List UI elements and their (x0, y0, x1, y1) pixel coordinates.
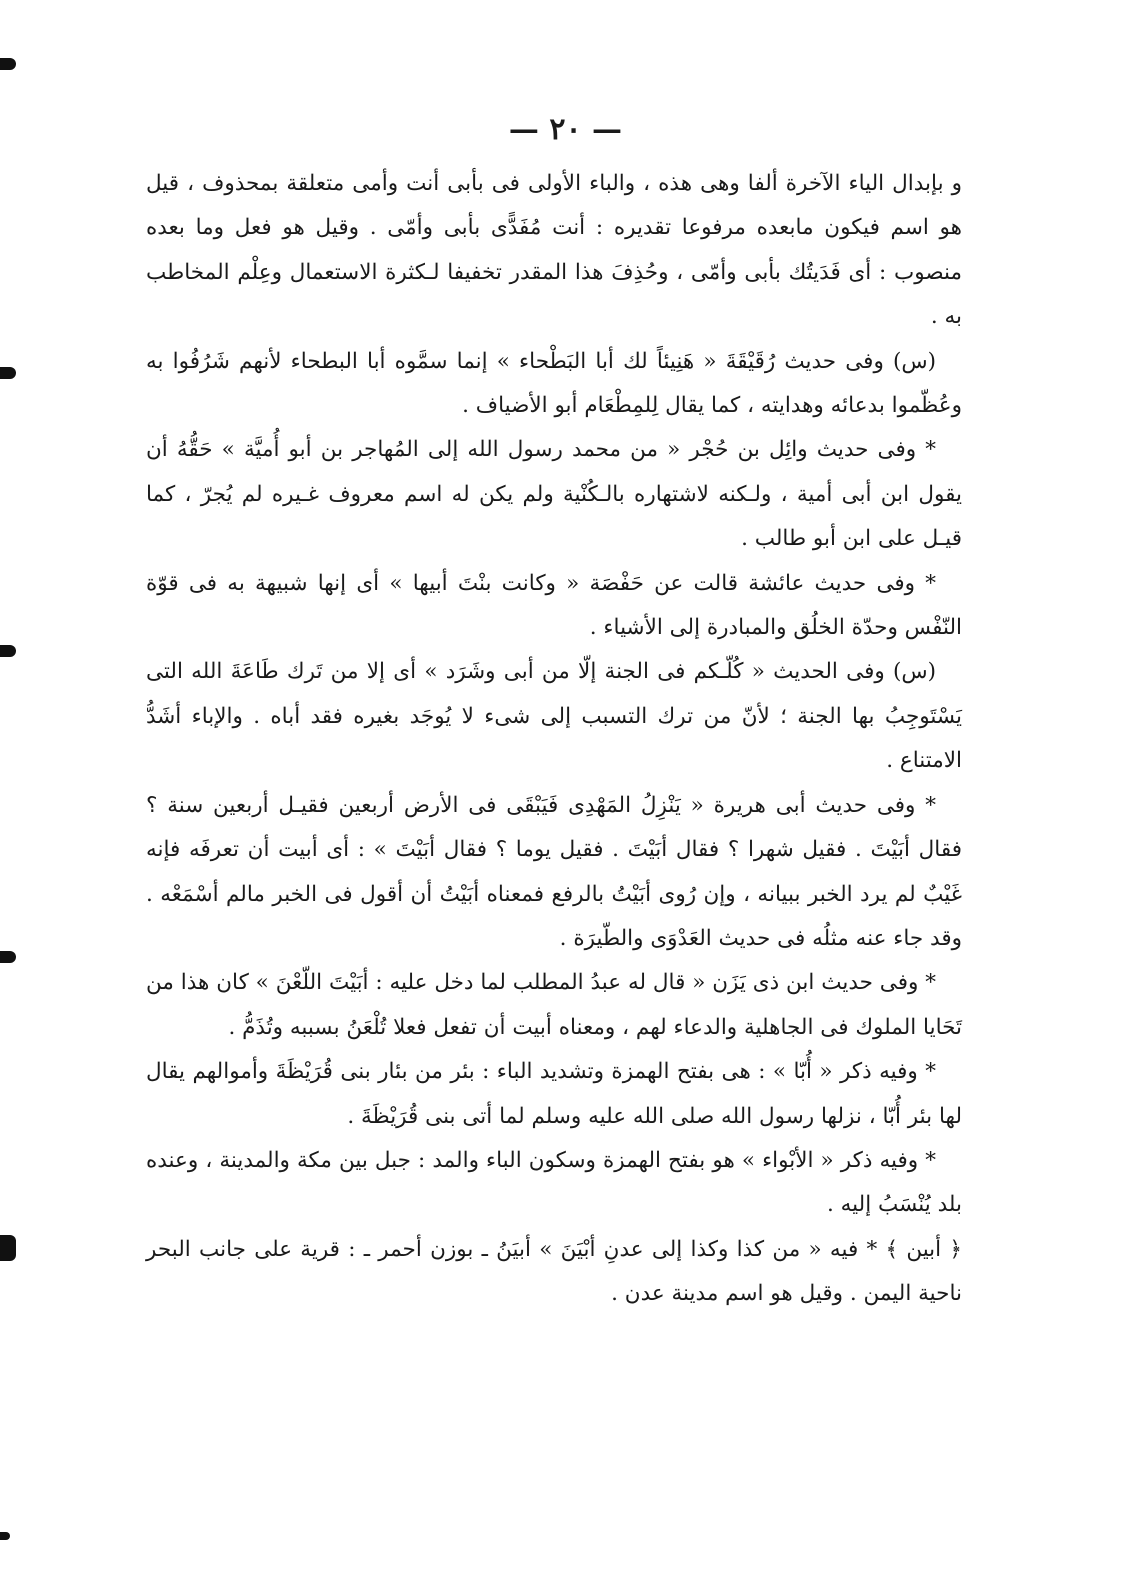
scan-edge-mark (0, 951, 16, 963)
scan-edge-mark (0, 645, 16, 657)
scan-edge-mark (0, 1235, 16, 1261)
paragraph: * وفيه ذكر « أُبّا » : هى بفتح الهمزة وتشديد الباء : بئر من بئار بنى قُرَيْظَةَ وأموالهم يقال لها بئر أُبّا ، نزلها رسول الله صلى الله عليه وسلم لما أتى بنى قُرَيْظَةَ . (146, 1059, 962, 1129)
body-text (146, 162, 962, 1317)
paragraph: * وفيه ذكر « الأبْواء » هو بفتح الهمزة وسكون الباء والمد : جبل بين مكة والمدينة ، وعنده بلد يُنْسَبُ إليه . (146, 1147, 962, 1218)
scan-edge-mark (0, 58, 16, 70)
paragraph: * وفى حديث عائشة قالت عن حَفْصَة « وكانت بنْتَ أبيها » أى إنها شبيهة به فى قوّة النّفْس وحدّة الخلُق والمبادرة إلى الأشياء . (146, 570, 962, 641)
paragraph: و بإبدال الياء الآخرة ألفا وهى هذه ، والباء الأولى فى بأبى أنت وأمى متعلقة بمحذوف ، قيل هو اسم فيكون مابعده مرفوعا تقديره : أنت مُفَدًّى بأبى وأمّى . وقيل هو فعل وما بعده منصوب : أى فَدَيتُك بأبى وأمّى ، وحُذِفَ هذا المقدر تخفيفا لـكثرة الاستعمال وعِلْم المخاطب به . (146, 171, 962, 330)
paragraph: * وفى حديث وائِل بن حُجْر « من محمد رسول الله إلى المُهاجر بن أبو أُميَّة » حَقُّهُ أن يقول ابن أبى أمية ، ولـكنه لاشتهاره بالـكُنْية ولم يكن له اسم معروف غـيره لم يُجرّ ، كما قيـل على ابن أبو طالب . (146, 437, 962, 552)
scan-edge-mark (0, 367, 16, 379)
scan-edge-mark (0, 1532, 10, 1540)
page-number: — ٢٠ — (508, 112, 623, 147)
paragraph: * وفى حديث أبى هريرة « يَنْزِلُ المَهْدِى فَيَبْقَى فى الأرض أربعين فقيـل أربعين سنة ؟ فقال أبَيْتَ . فقيل شهرا ؟ فقال أبَيْتَ . فقيل يوما ؟ فقال أبَيْتَ » : أى أبيت أن تعرفَه فإنه غَيْبٌ لم يرد الخبر ببيانه ، وإن رُوى أبَيْتُ بالرفع فمعناه أبَيْتُ أن أقول فى الخبر مالم أسْمَعْه . وقد جاء عنه مثلُه فى حديث العَدْوَى والطّيرَة . (146, 792, 962, 951)
paragraph: * وفى حديث ابن ذى يَزَن « قال له عبدُ المطلب لما دخل عليه : أبَيْتَ اللّعْنَ » كان هذا من تَحَايا الملوك فى الجاهلية والدعاء لهم ، ومعناه أبيت أن تفعل فعلا تُلْعَنُ بسببه وتُذَمُّ . (146, 970, 962, 1040)
paragraph: (س) وفى حديث رُقَيْقَةَ « هَنِيئاً لك أبا البَطْحاء » إنما سمَّوه أبا البطحاء لأنهم شَرُفُوا به وعُظّموا بدعائه وهدايته ، كما يقال لِلمِطْعَام أبو الأضياف . (146, 348, 962, 419)
paragraph: (س) وفى الحديث « كُلّـكم فى الجنة إلّا من أبى وشَرَد » أى إلا من تَرك طَاعَةَ الله التى يَسْتَوجِبُ بها الجنة ؛ لأنّ من ترك التسبب إلى شىء لا يُوجَد بغيره فقد أباه . والإباء أشَدُّ الامتناع . (146, 659, 962, 774)
paragraph: ﴿ أبين ﴾ * فيه « من كذا وكذا إلى عدنِ أبْيَنَ » أبيَنُ ـ بوزن أحمر ـ : قرية على جانب البحر ناحية اليمن . وقيل هو اسم مدينة عدن . (146, 1236, 962, 1307)
